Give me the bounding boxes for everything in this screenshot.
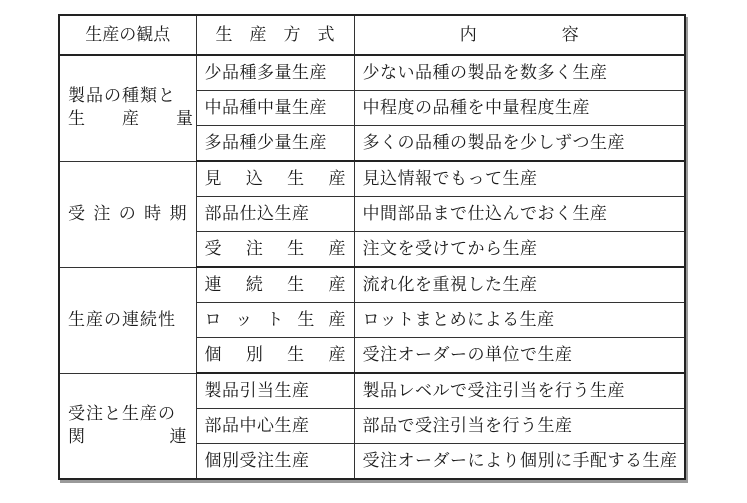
production-method-table — [58, 14, 686, 480]
viewpoint-cell-order-timing — [59, 161, 196, 267]
method-cell: 少品種多量生産 — [196, 55, 354, 91]
content-cell: 流れ化を重視した生産 — [354, 267, 685, 303]
viewpoint-cell-product-variety — [59, 55, 196, 161]
viewpoint-line: 製品の種類と — [68, 86, 176, 107]
table-body — [59, 55, 685, 479]
viewpoint-line: 受注の時期 — [68, 203, 188, 224]
table-header — [59, 15, 685, 55]
content-cell: 受注オーダーの単位で生産 — [354, 338, 685, 374]
content-cell: ロットまとめによる生産 — [354, 303, 685, 338]
content-cell: 見込情報でもって生産 — [354, 161, 685, 197]
viewpoint-line: 受注と生産の — [68, 403, 176, 424]
content-cell: 中程度の品種を中量程度生産 — [354, 91, 685, 126]
table-row — [59, 373, 685, 409]
table-row — [59, 267, 685, 303]
header-content: 内 容 — [354, 15, 685, 55]
content-cell: 中間部品まで仕込んでおく生産 — [354, 197, 685, 232]
header-method: 生 産 方 式 — [196, 15, 354, 55]
viewpoint-cell-order-production-relation — [59, 373, 196, 479]
method-cell: 連続生産 — [196, 267, 354, 303]
method-cell: 中品種中量生産 — [196, 91, 354, 126]
method-cell: 受注生産 — [196, 232, 354, 268]
content-cell: 製品レベルで受注引当を行う生産 — [354, 373, 685, 409]
header-row — [59, 15, 685, 55]
content-cell: 少ない品種の製品を数多く生産 — [354, 55, 685, 91]
method-cell: 部品中心生産 — [196, 409, 354, 444]
content-cell: 部品で受注引当を行う生産 — [354, 409, 685, 444]
method-cell: 部品仕込生産 — [196, 197, 354, 232]
viewpoint-line: 生産の連続性 — [68, 309, 176, 330]
method-cell: 多品種少量生産 — [196, 126, 354, 162]
method-cell: ロット生産 — [196, 303, 354, 338]
table-row — [59, 161, 685, 197]
content-cell: 注文を受けてから生産 — [354, 232, 685, 268]
header-viewpoint: 生産の観点 — [59, 15, 196, 55]
content-cell: 受注オーダーにより個別に手配する生産 — [354, 444, 685, 480]
content-cell: 多くの品種の製品を少しずつ生産 — [354, 126, 685, 162]
viewpoint-line: 生 産 量 — [68, 109, 194, 130]
viewpoint-line: 関 連 — [68, 426, 188, 447]
method-cell: 製品引当生産 — [196, 373, 354, 409]
method-cell: 見込生産 — [196, 161, 354, 197]
viewpoint-cell-continuity — [59, 267, 196, 373]
table-row — [59, 55, 685, 91]
method-cell: 個別受注生産 — [196, 444, 354, 480]
method-cell: 個別生産 — [196, 338, 354, 374]
